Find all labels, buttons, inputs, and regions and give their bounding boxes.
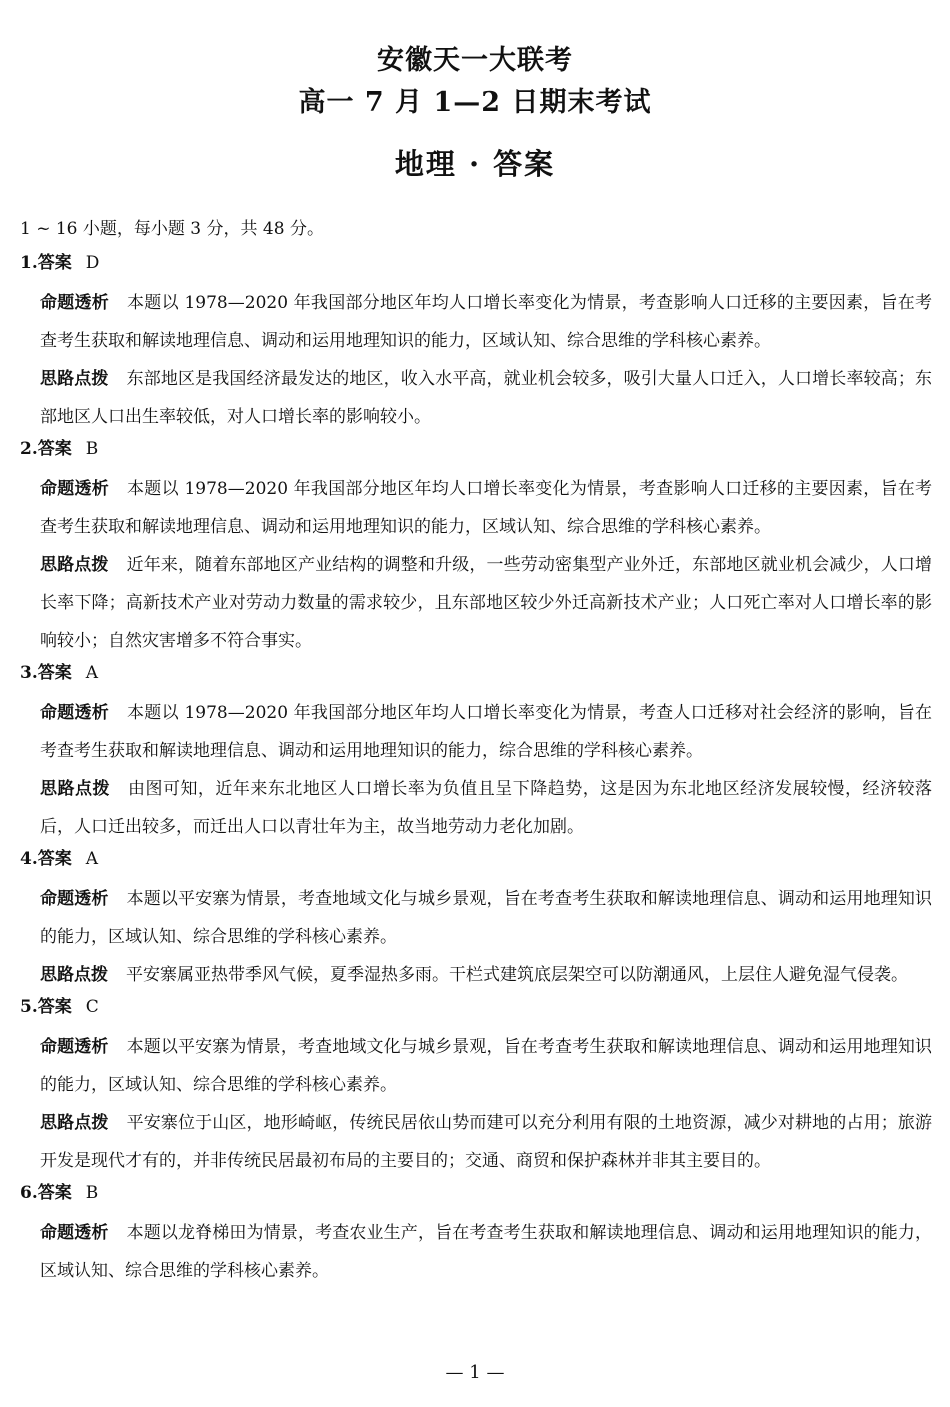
hint-tag: 思路点拨 [40,369,109,389]
analysis-paragraph [20,470,932,546]
hint-paragraph [20,770,932,846]
hint-text: 东部地区是我国经济最发达的地区，收入水平高，就业机会较多，吸引大量人口迁入，人口增长率较高；东部地区人口出生率较低，对人口增长率的影响较小。 [40,369,933,427]
answer-item [20,436,932,660]
answer-line [20,250,932,276]
answer-value: A [85,663,99,683]
question-number: 6. [20,1183,38,1203]
answer-line [20,846,932,872]
hint-paragraph [20,360,932,436]
intro-text: 1 ~ 16 小题，每小题 3 分，共 48 分。 [20,219,324,239]
question-number: 4. [20,849,38,869]
answer-label: 答案 [37,1183,72,1203]
answer-list [20,250,932,1290]
analysis-text: 本题以平安寨为情景，考查地域文化与城乡景观，旨在考查考生获取和解读地理信息、调动和运用地理知识的能力，区域认知、综合思维的学科核心素养。 [40,1037,933,1095]
answer-line [20,660,932,686]
analysis-paragraph [20,694,932,770]
analysis-paragraph [20,284,932,360]
hint-text: 由图可知，近年来东北地区人口增长率为负值且呈下降趋势，这是因为东北地区经济发展较慢，经济较落后，人口迁出较多，而迁出人口以青壮年为主，故当地劳动力老化加剧。 [40,779,933,837]
answer-label: 答案 [37,849,72,869]
answer-label: 答案 [37,663,72,683]
hint-text: 近年来，随着东部地区产业结构的调整和升级，一些劳动密集型产业外迁，东部地区就业机会减少，人口增长率下降；高新技术产业对劳动力数量的需求较少，且东部地区较少外迁高新技术产业；人口死亡率对人口增长率的影响较小；自然灾害增多不符合事实。 [40,555,933,651]
analysis-tag: 命题透析 [40,1223,109,1243]
page-number: — 1 — [445,1362,505,1383]
analysis-tag: 命题透析 [40,703,110,723]
answer-value: B [85,439,99,459]
analysis-tag: 命题透析 [40,1037,109,1057]
analysis-text: 本题以平安寨为情景，考查地域文化与城乡景观，旨在考查考生获取和解读地理信息、调动和运用地理知识的能力，区域认知、综合思维的学科核心素养。 [40,889,933,947]
hint-tag: 思路点拨 [40,965,108,985]
analysis-tag: 命题透析 [40,479,110,499]
hint-text: 平安寨位于山区，地形崎岖，传统民居依山势而建可以充分利用有限的土地资源，减少对耕地的占用；旅游开发是现代才有的，并非传统民居最初布局的主要目的；交通、商贸和保护森林并非其主要目的。 [40,1113,933,1171]
question-number: 1. [20,253,38,273]
analysis-tag: 命题透析 [40,293,110,313]
answer-label: 答案 [37,439,72,459]
analysis-paragraph [20,880,932,956]
answer-value: D [85,253,100,273]
analysis-text: 本题以 1978—2020 年我国部分地区年均人口增长率变化为情景，考查影响人口迁移的主要因素，旨在考查考生获取和解读地理信息、调动和运用地理知识的能力，区域认知、综合思维的学科核心素养。 [40,293,933,351]
answer-item [20,994,932,1180]
analysis-tag: 命题透析 [40,889,109,909]
hint-tag: 思路点拨 [40,555,109,575]
hint-paragraph [20,956,932,994]
answer-item [20,846,932,994]
hint-text: 平安寨属亚热带季风气候，夏季湿热多雨。干栏式建筑底层架空可以防潮通风，上层住人避免湿气侵袭。 [126,965,908,985]
question-number: 5. [20,997,38,1017]
answer-line [20,436,932,462]
hint-tag: 思路点拨 [40,779,110,799]
answer-value: A [85,849,99,869]
hint-paragraph [20,1104,932,1180]
analysis-paragraph [20,1028,932,1104]
answer-label: 答案 [37,997,72,1017]
answer-item [20,250,932,436]
question-number: 2. [20,439,38,459]
hint-paragraph [20,546,932,660]
answer-value: C [85,997,99,1017]
hint-tag: 思路点拨 [40,1113,109,1133]
analysis-text: 本题以 1978—2020 年我国部分地区年均人口增长率变化为情景，考查影响人口迁移的主要因素，旨在考查考生获取和解读地理信息、调动和运用地理知识的能力，区域认知、综合思维的学科核心素养。 [40,479,933,537]
answer-value: B [85,1183,99,1203]
answer-item [20,660,932,846]
analysis-text: 本题以 1978—2020 年我国部分地区年均人口增长率变化为情景，考查人口迁移对社会经济的影响，旨在考查考生获取和解读地理信息、调动和运用地理知识的能力，综合思维的学科核心素养。 [40,703,933,761]
answer-label: 答案 [37,253,72,273]
header-exam: 高一 7 月 1—2 日期末考试 [298,87,652,118]
question-number: 3. [20,663,38,683]
answer-line [20,994,932,1020]
page-title: 地理 · 答案 [394,147,556,181]
analysis-text: 本题以龙脊梯田为情景，考查农业生产，旨在考查考生获取和解读地理信息、调动和运用地理知识的能力，区域认知、综合思维的学科核心素养。 [40,1223,933,1281]
answer-line [20,1180,932,1206]
header-school: 安徽天一大联考 [377,45,573,76]
analysis-paragraph [20,1214,932,1290]
answer-item [20,1180,932,1290]
